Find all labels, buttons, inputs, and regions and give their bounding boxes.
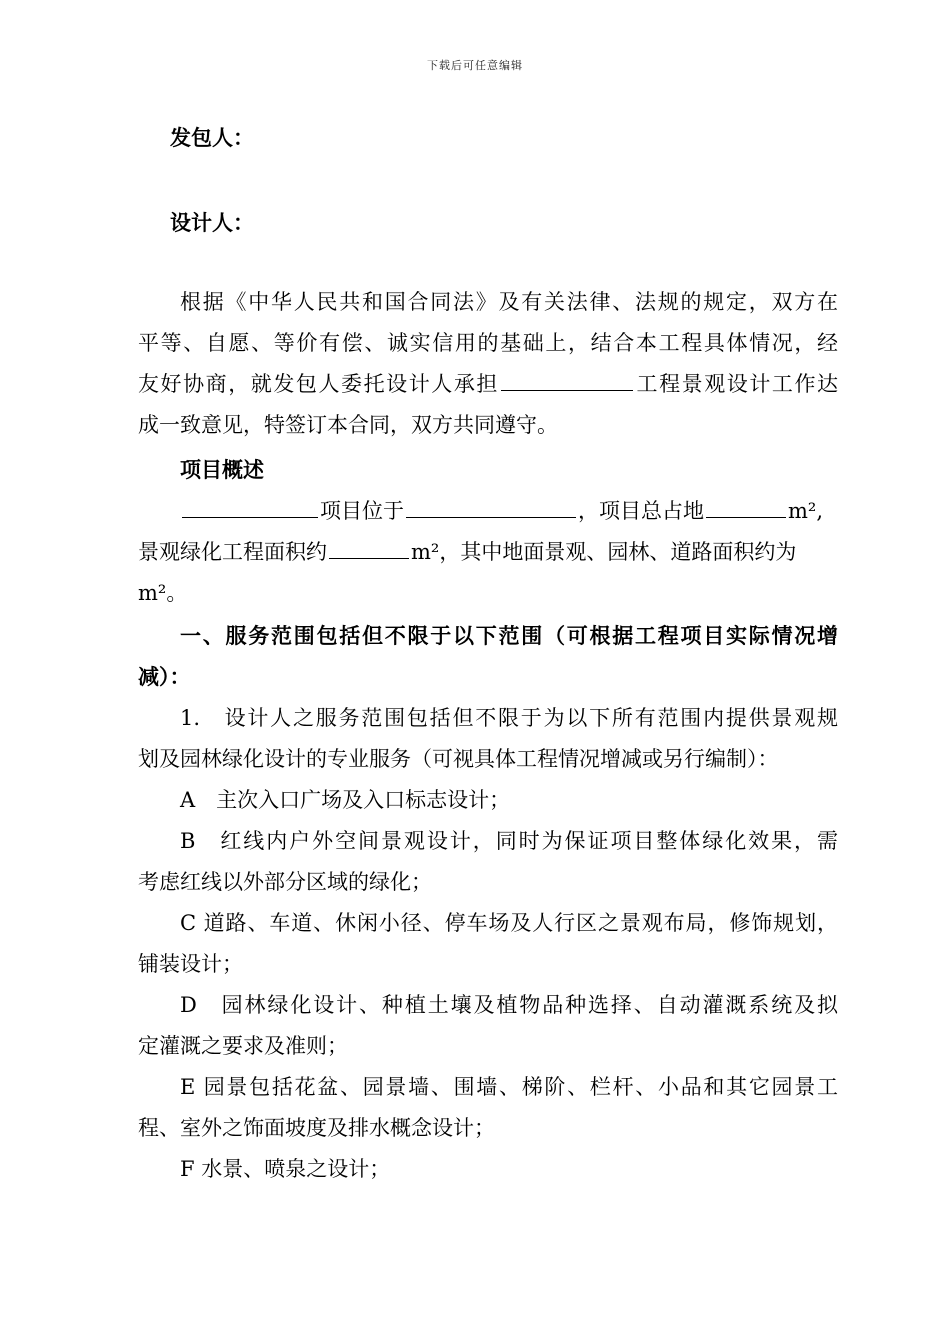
header-note: 下载后可任意编辑 [427,59,523,72]
section-1 [138,616,838,1190]
preamble-line-3-a: 友好协商，就发包人委托设计人承担 [138,372,499,396]
section-1-heading-line-1: 一、服务范围包括但不限于以下范围（可根据工程项目实际情况增 [180,624,838,648]
preamble-line-3 [138,364,838,405]
client-label: 发包人： [170,126,254,150]
project-blank[interactable] [182,495,318,518]
item-e-line-1: E 园景包括花盆、园景墙、围墙、梯阶、栏杆、小品和其它园景工 [180,1075,838,1099]
preamble-line-3-b: 工程景观设计工作达 [634,372,839,396]
overview-l1-b: ，项目总占地 [578,499,704,523]
overview-l1-c: m², [788,499,824,523]
item-c-line-2: 铺装设计； [138,952,243,976]
item-d-line-1: D 园林绿化设计、种植土壤及植物品种选择、自动灌溉系统及拟 [180,993,838,1017]
overview-line-3: m²。 [138,581,188,605]
preamble-line-1: 根据《中华人民共和国合同法》及有关法律、法规的规定，双方在 [180,290,838,314]
section-1-heading-line-2: 减）： [138,665,191,689]
item-1-line-1: 1. 设计人之服务范围包括但不限于为以下所有范围内提供景观规 [180,706,838,730]
project-name-blank[interactable] [501,368,633,391]
overview-line-1 [138,491,838,532]
preamble-paragraph [138,282,838,446]
overview-line-2 [138,532,838,573]
item-a: A 主次入口广场及入口标志设计； [180,788,511,812]
preamble-line-4: 成一致意见，特签订本合同，双方共同遵守。 [138,413,558,437]
total-area-blank[interactable] [706,495,786,518]
overview-section [138,450,838,614]
landscape-area-blank[interactable] [329,536,409,559]
overview-l1-a: 项目位于 [320,499,404,523]
item-b-line-2: 考虑红线以外部分区域的绿化； [138,870,432,894]
overview-l2-a: 景观绿化工程面积约 [138,540,327,564]
location-blank[interactable] [406,495,576,518]
item-d-line-2: 定灌溉之要求及准则； [138,1034,348,1058]
item-c-line-1: C 道路、车道、休闲小径、停车场及人行区之景观布局，修饰规划， [180,911,838,935]
item-f: F 水景、喷泉之设计； [180,1157,391,1181]
item-e-line-2: 程、室外之饰面坡度及排水概念设计； [138,1116,495,1140]
item-b-line-1: B 红线内户外空间景观设计，同时为保证项目整体绿化效果，需 [180,829,838,853]
overview-heading: 项目概述 [180,458,264,482]
preamble-line-2: 平等、自愿、等价有偿、诚实信用的基础上，结合本工程具体情况，经 [138,331,838,355]
overview-l2-b: m²，其中地面景观、园林、道路面积约为 [411,540,797,564]
item-1-line-2: 划及园林绿化设计的专业服务（可视具体工程情况增减或另行编制）： [138,747,779,771]
designer-label: 设计人： [170,211,254,235]
